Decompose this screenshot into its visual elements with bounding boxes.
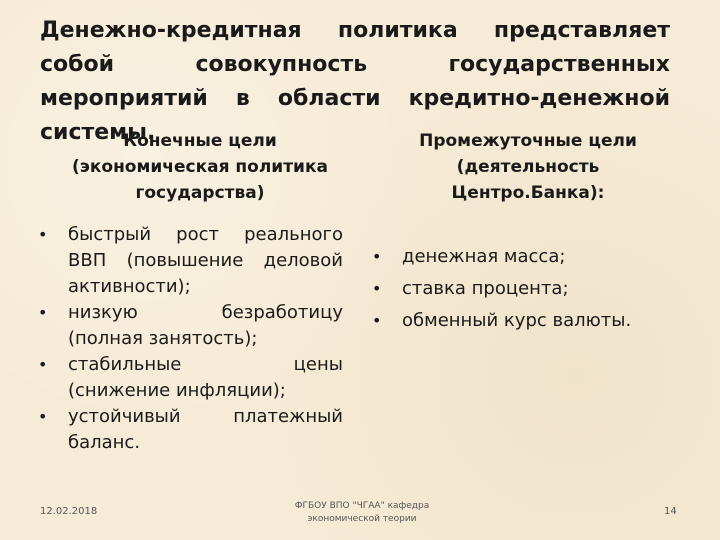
list-item-text: низкую безработицу (полная занятость);: [68, 302, 343, 349]
heading-line: Промежуточные цели: [419, 131, 637, 151]
list-item: [38, 222, 343, 300]
list-item: [38, 352, 343, 404]
list-item: [372, 244, 692, 270]
page-number: 14: [664, 506, 677, 517]
list-item-text: устойчивый платежный баланс.: [68, 406, 343, 453]
heading-line: (экономическая политика: [72, 157, 328, 177]
list-item: [38, 404, 343, 456]
footer-date: 12.02.2018: [40, 506, 98, 517]
intermediate-goals-heading: [378, 128, 678, 206]
bullet-icon: •: [372, 279, 382, 298]
final-goals-heading: [50, 128, 350, 206]
list-item-text: ставка процента;: [402, 278, 569, 299]
footer-organization: ФГБОУ ВПО "ЧГАА" кафедра экономической теории: [294, 501, 430, 524]
bullet-icon: •: [38, 355, 48, 374]
bullet-icon: •: [38, 407, 48, 426]
heading-line: Центро.Банка):: [451, 183, 605, 203]
list-item-text: денежная масса;: [402, 246, 566, 267]
heading-line: (деятельность: [456, 157, 600, 177]
heading-line: государства): [135, 183, 265, 203]
list-item: [38, 300, 343, 352]
bullet-icon: •: [38, 303, 48, 322]
bullet-icon: •: [38, 225, 48, 244]
heading-line: Конечные цели: [123, 131, 277, 151]
list-item: [372, 308, 692, 334]
list-item: [372, 276, 692, 302]
final-goals-list: [38, 222, 343, 456]
intermediate-goals-list: [372, 244, 692, 340]
bullet-icon: •: [372, 247, 382, 266]
list-item-text: стабильные цены (снижение инфляции);: [68, 354, 343, 401]
list-item-text: быстрый рост реального ВВП (повышение деловой активности);: [68, 224, 343, 297]
list-item-text: обменный курс валюты.: [402, 310, 632, 331]
bullet-icon: •: [372, 311, 382, 330]
slide-title: Денежно-кредитная политика представляет собой совокупность государственных мероприятий в области кредитно-денежной системы.: [40, 18, 670, 145]
